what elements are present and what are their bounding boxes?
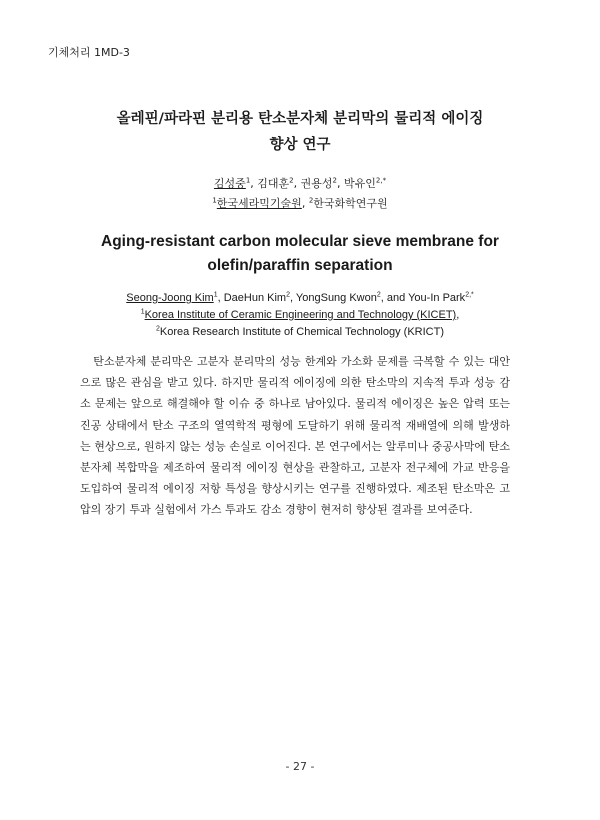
affiliation-sep: ,	[301, 197, 309, 210]
author-sup: 2,*	[375, 176, 387, 185]
english-affiliation-1	[40, 307, 560, 324]
affiliation-sup: 1	[212, 196, 217, 205]
author-sup: 1	[213, 291, 218, 299]
affiliation-name: Korea Institute of Ceramic Engineering and Technology (KICET)	[144, 309, 457, 321]
author-sep: , and	[380, 292, 409, 304]
author-name: You-In Park	[408, 292, 466, 304]
korean-authors	[40, 174, 560, 194]
korean-title-line2: 향상 연구	[269, 137, 331, 153]
korean-title-line1: 올레핀/파라핀 분리용 탄소분자체 분리막의 물리적 에이징	[116, 111, 484, 127]
page-number: - 27 -	[285, 760, 315, 773]
author-sup: 2,*	[465, 291, 474, 299]
affiliation-tail: ,	[456, 309, 460, 321]
english-authors-block	[40, 290, 560, 341]
affiliation-name: 한국화학연구원	[313, 197, 388, 210]
author-sup: 1	[245, 176, 251, 185]
korean-affiliations	[40, 194, 560, 214]
english-title-line2: olefin/paraffin separation	[207, 257, 393, 274]
author-name: 김성중	[213, 177, 246, 190]
affiliation-name: 한국세라믹기술원	[216, 197, 302, 210]
english-authors	[40, 290, 560, 307]
author-sup: 2	[376, 291, 381, 299]
abstract-paragraph: 탄소분자체 분리막은 고분자 분리막의 성능 한계와 가소화 문제를 극복할 수 있는 대안으로 많은 관심을 받고 있다. 하지만 물리적 에이징에 의한 탄소막의 지속적 투과 성능 감소 문제는 앞으로 해결해야 할 이슈 중 하나로 남아있다. 물리적 에이징은 높은 압력 또는 진공 상태에서 탄소 구조의 열역학적 평형에 도달하기 위해 물리적 재배열에 의해 발생하는 현상으로, 원하지 않는 성능 손실로 이어진다. 본 연구에서는 알루미나 중공사막에 탄소분자체 복합막을 제조하여 물리적 에이징 현상을 관찰하고, 고분자 전구체에 가교 반응을 도입하여 물리적 에이징 저항 특성을 향상시키는 연구를 진행하였다. 제조된 탄소막은 고압의 장기 투과 실험에서 가스 투과도 감소 경향이 현저히 향상된 결과를 보여준다.	[80, 355, 510, 517]
affiliation-sup: 2	[308, 196, 314, 205]
author-sup: 2	[289, 176, 294, 185]
author-name: 김대훈	[257, 177, 290, 190]
author-sup: 2	[286, 291, 290, 299]
author-name: 권용성	[300, 177, 333, 190]
affiliation-sup: 1	[140, 308, 145, 316]
english-title	[40, 230, 560, 278]
author-name: DaeHun Kim	[223, 292, 287, 304]
korean-authors-block	[40, 174, 560, 214]
english-affiliation-2	[40, 324, 560, 341]
session-code: 기체처리 1MD-3	[48, 46, 130, 59]
affiliation-sup: 2	[156, 325, 160, 333]
author-sup: 2	[332, 176, 337, 185]
author-sep: ,	[217, 292, 224, 304]
author-name: Seong-Joong Kim	[126, 292, 214, 304]
author-sep: ,	[250, 177, 258, 190]
korean-title	[40, 106, 560, 158]
english-title-line1: Aging-resistant carbon molecular sieve membrane for	[101, 233, 499, 250]
author-sep: ,	[290, 292, 296, 304]
author-sep: ,	[293, 177, 301, 190]
author-sep: ,	[337, 177, 344, 190]
author-name: 박유인	[344, 177, 376, 190]
author-name: YongSung Kwon	[295, 292, 377, 304]
affiliation-name: Korea Research Institute of Chemical Technology (KRICT)	[159, 326, 444, 338]
